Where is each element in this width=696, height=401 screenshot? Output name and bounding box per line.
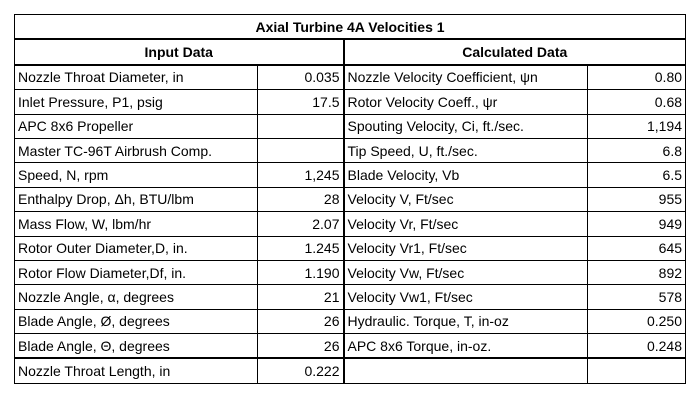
calculated-label: Nozzle Velocity Coefficient, ψn	[344, 65, 588, 90]
table-row	[15, 260, 686, 284]
calculated-value: 0.250	[588, 309, 686, 333]
calculated-value: 6.8	[588, 138, 686, 162]
calculated-label: Rotor Velocity Coeff., ψr	[344, 90, 588, 114]
input-label: APC 8x6 Propeller	[15, 114, 258, 138]
input-value: 0.035	[258, 65, 344, 90]
input-value: 26	[258, 309, 344, 333]
calculated-label: Hydraulic. Torque, T, in-oz	[344, 309, 588, 333]
calculated-label: Velocity Vr1, Ft/sec	[344, 236, 588, 260]
input-label: Master TC-96T Airbrush Comp.	[15, 138, 258, 162]
input-label: Blade Angle, Ø, degrees	[15, 309, 258, 333]
velocities-table	[14, 14, 686, 384]
table-row	[15, 334, 686, 359]
calculated-value: 949	[588, 212, 686, 236]
calculated-label	[344, 358, 588, 383]
input-value: 26	[258, 334, 344, 359]
input-label: Nozzle Throat Length, in	[15, 358, 258, 383]
table-row	[15, 236, 686, 260]
table-row	[15, 187, 686, 211]
calculated-value: 0.68	[588, 90, 686, 114]
table-row	[15, 358, 686, 383]
input-label: Mass Flow, W, lbm/hr	[15, 212, 258, 236]
table-row	[15, 285, 686, 309]
calculated-value: 6.5	[588, 163, 686, 187]
input-label: Nozzle Throat Diameter, in	[15, 65, 258, 90]
input-label: Rotor Flow Diameter,Df, in.	[15, 260, 258, 284]
calculated-value: 955	[588, 187, 686, 211]
table-row	[15, 163, 686, 187]
calculated-label: APC 8x6 Torque, in-oz.	[344, 334, 588, 359]
input-label: Rotor Outer Diameter,D, in.	[15, 236, 258, 260]
calculated-value: 892	[588, 260, 686, 284]
calculated-label: Velocity Vw1, Ft/sec	[344, 285, 588, 309]
input-value: 21	[258, 285, 344, 309]
input-data-header: Input Data	[15, 39, 344, 64]
calculated-value: 645	[588, 236, 686, 260]
input-label: Speed, N, rpm	[15, 163, 258, 187]
calculated-label: Tip Speed, U, ft./sec.	[344, 138, 588, 162]
input-label: Inlet Pressure, P1, psig	[15, 90, 258, 114]
header-row	[15, 39, 686, 64]
input-value	[258, 114, 344, 138]
table-row	[15, 309, 686, 333]
table-row	[15, 65, 686, 90]
input-value: 17.5	[258, 90, 344, 114]
input-value: 2.07	[258, 212, 344, 236]
calculated-value: 1,194	[588, 114, 686, 138]
input-value: 28	[258, 187, 344, 211]
input-value: 0.222	[258, 358, 344, 383]
table-row	[15, 138, 686, 162]
input-label: Blade Angle, Θ, degrees	[15, 334, 258, 359]
table-row	[15, 90, 686, 114]
title-row	[15, 15, 686, 40]
calculated-label: Velocity Vw, Ft/sec	[344, 260, 588, 284]
calculated-label: Velocity Vr, Ft/sec	[344, 212, 588, 236]
calculated-label: Velocity V, Ft/sec	[344, 187, 588, 211]
input-value: 1.245	[258, 236, 344, 260]
calculated-value	[588, 358, 686, 383]
sheet-title: Axial Turbine 4A Velocities 1	[15, 15, 686, 40]
calculated-value: 578	[588, 285, 686, 309]
table-row	[15, 114, 686, 138]
input-value	[258, 138, 344, 162]
calculated-label: Blade Velocity, Vb	[344, 163, 588, 187]
input-value: 1.190	[258, 260, 344, 284]
calculated-label: Spouting Velocity, Ci, ft./sec.	[344, 114, 588, 138]
calculated-value: 0.80	[588, 65, 686, 90]
calculated-data-header: Calculated Data	[344, 39, 686, 64]
calculated-value: 0.248	[588, 334, 686, 359]
input-label: Nozzle Angle, α, degrees	[15, 285, 258, 309]
input-label: Enthalpy Drop, Δh, BTU/lbm	[15, 187, 258, 211]
table-row	[15, 212, 686, 236]
input-value: 1,245	[258, 163, 344, 187]
